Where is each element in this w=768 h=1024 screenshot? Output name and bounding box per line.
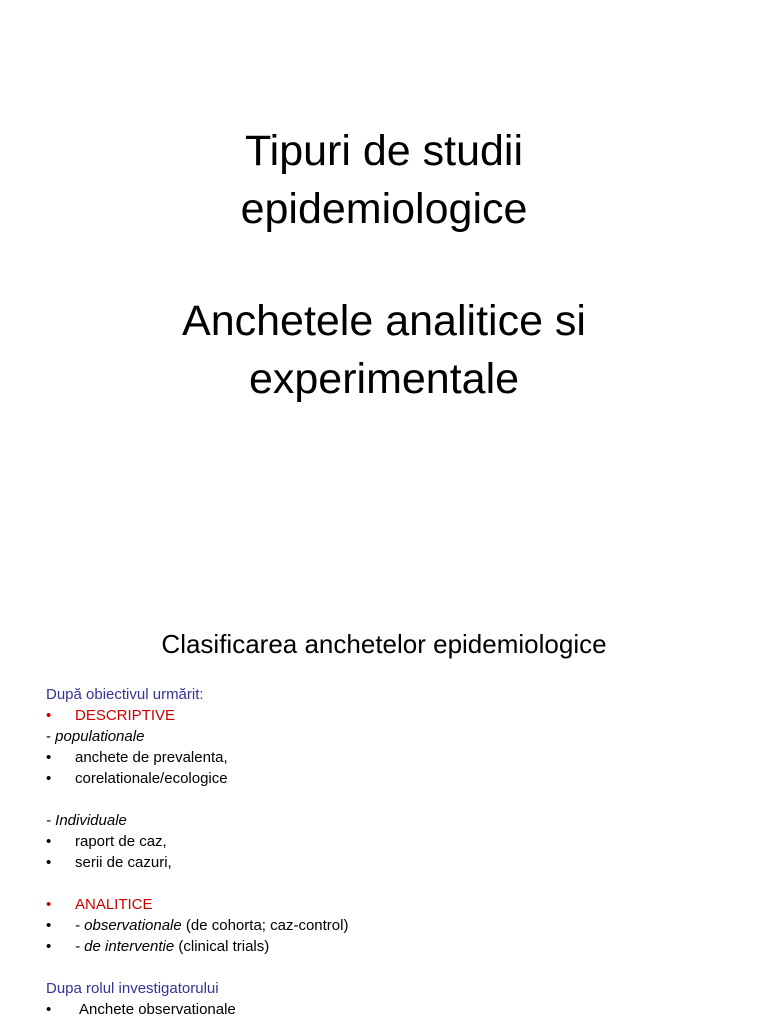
classification-content: [46, 684, 746, 1020]
section-heading-objective: După obiectivul urmărit:: [46, 686, 204, 703]
spacer: [46, 789, 746, 810]
list-item: [46, 747, 746, 768]
list-item: [46, 852, 746, 873]
list-item-text: anchete de prevalenta,: [75, 749, 228, 766]
list-item-text: [75, 936, 269, 957]
slide-title-line-3: Anchetele analitice si: [182, 297, 586, 345]
list-item-text: raport de caz,: [75, 833, 167, 850]
section-heading-investigator: Dupa rolul investigatorului: [46, 980, 219, 997]
descriptive-label: DESCRIPTIVE: [75, 707, 176, 724]
term-detail: (de cohorta; caz-control): [181, 917, 349, 934]
italic-term: - observationale: [75, 917, 182, 934]
list-item-text: serii de cazuri,: [75, 854, 172, 871]
bullet-icon: •: [46, 770, 52, 787]
bullet-icon: •: [46, 917, 52, 934]
bullet-icon: •: [46, 1001, 52, 1018]
list-item: [46, 831, 746, 852]
classification-title: Clasificarea anchetelor epidemiologice: [161, 629, 607, 659]
populational-dash: -: [46, 728, 56, 745]
populational-text: populationale: [55, 728, 145, 745]
list-item: [46, 768, 746, 789]
list-item: [46, 915, 746, 936]
list-item-text: Anchete observationale: [79, 1001, 236, 1018]
bullet-icon: •: [46, 707, 52, 724]
slide-title-line-4: experimentale: [248, 355, 520, 403]
spacer: [46, 873, 746, 894]
list-item-text: [75, 915, 348, 936]
slide-title-line-2: epidemiologice: [240, 185, 528, 233]
bullet-icon: •: [46, 749, 52, 766]
individual-label: - Individuale: [46, 812, 127, 829]
slide-title-line-1: Tipuri de studii: [244, 127, 524, 175]
list-item: [46, 936, 746, 957]
bullet-icon: •: [46, 896, 52, 913]
list-item-text: corelationale/ecologice: [75, 770, 228, 787]
bullet-icon: •: [46, 833, 52, 850]
bullet-icon: •: [46, 854, 52, 871]
populational-label: [46, 726, 746, 747]
list-item-analitice: [46, 894, 746, 915]
spacer: [46, 957, 746, 978]
list-item-descriptive: [46, 705, 746, 726]
analitice-label: ANALITICE: [75, 896, 153, 913]
bullet-icon: •: [46, 938, 52, 955]
italic-term: - de interventie: [75, 938, 175, 955]
list-item: [46, 999, 746, 1020]
term-detail: (clinical trials): [174, 938, 270, 955]
